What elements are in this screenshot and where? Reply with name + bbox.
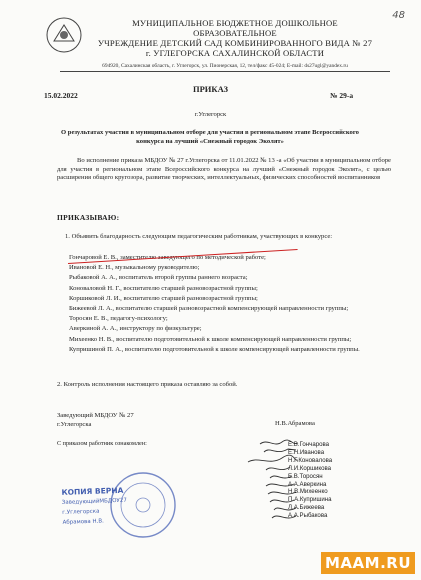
stamp-line-3: г.Углегорска [62, 508, 100, 516]
preamble-text: Во исполнение приказа МБДОУ № 27 г.Углегорска от 11.01.2022 № 13 -а «Об участии в муниципальном отборе для участия в региональном этапе Всероссийского конкурса на лучший «Снежный городок Эколят», с целью расширения общего кругозора, развитие творческих, интеллектуальных, физических способностей воспитанников [57, 157, 391, 182]
signer-name: Е.В.Гончарова [288, 441, 330, 448]
org-line-3: г. УГЛЕГОРСКА САХАЛИНСКОЙ ОБЛАСТИ [145, 48, 325, 58]
orders-heading: ПРИКАЗЫВАЮ: [57, 213, 120, 222]
signers-list [288, 441, 332, 520]
signer-name: А.А.Рыбакова [288, 512, 328, 520]
signer-name: А.А.Аверкина [288, 480, 327, 488]
header-divider [60, 71, 390, 72]
order-date: 15.02.2022 [44, 91, 78, 100]
signer-name: П.А.Купришина [288, 496, 332, 504]
head-city: г.Углегорска [57, 420, 92, 428]
head-title: Заведующий МБДОУ № 27 [57, 412, 134, 419]
signer-name: Е.В.Торосян [288, 472, 323, 480]
order-item-2: 2. Контроль исполнения настоящего приказа оставляю за собой. [57, 381, 238, 388]
signer-name: Е.Н.Иванова [288, 448, 325, 456]
site-watermark: MAAM.RU [321, 552, 415, 574]
org-line-1: МУНИЦИПАЛЬНОЕ БЮДЖЕТНОЕ ДОШКОЛЬНОЕ ОБРАЗОВАТЕЛЬНОЕ [132, 18, 338, 38]
staff-item: Аверкиной А. А., инструктору по физкультуре; [69, 325, 202, 333]
staff-item: Ивановой Е. Н., музыкальному руководителю; [69, 264, 200, 272]
order-item-1 [57, 233, 391, 242]
order-preamble [57, 157, 391, 183]
staff-item: Бижеевой Л. А., воспитателю старшей разновозрастной компенсирующей направленности группы; [69, 304, 349, 312]
head-name: Н.В.Абрамова [275, 420, 315, 427]
signer-name: Н.Г.Коновалова [288, 456, 333, 464]
staff-list [57, 254, 391, 356]
item-1-text: 1. Объявить благодарность следующим педагогическим работникам, участвующих в конкурсе: [65, 233, 333, 240]
stamp-line-1: КОПИЯ ВЕРНА [61, 485, 124, 497]
staff-item: Коноваловой Н. Г., воспитателю старшей разновозрастной группы; [69, 284, 258, 292]
order-number: № 29-а [330, 91, 354, 100]
stamp-line-2: ЗаведующийМБДОУ27 [61, 497, 127, 506]
staff-item: Коршиковой Л. И., воспитателю старшей разновозрастной группы; [69, 294, 258, 302]
kindergarten-emblem-icon [44, 15, 84, 55]
staff-item: Рыбаковой А. А., воспитатель второй группы раннего возраста; [69, 274, 248, 282]
handwritten-page-number: 48 [392, 10, 405, 21]
order-title: ПРИКАЗ [193, 84, 228, 94]
order-subject: О результатах участия в муниципальном отборе для участия в региональном этапе Всероссийского конкурса на лучший «Снежный городок Эколят» [61, 129, 359, 145]
acknowledgement-label: С приказом работник ознакомлен: [57, 440, 147, 447]
copy-certified-stamp [61, 484, 172, 528]
stamp-line-4: Абрамова Н.В. [62, 518, 104, 526]
org-line-2: УЧРЕЖДЕНИЕ ДЕТСКИЙ САД КОМБИНИРОВАННОГО ВИДА № 27 [97, 38, 373, 48]
staff-item: Купришиной П. А., воспитателю подготовительной к школе компенсирующей направленности группы. [69, 345, 360, 353]
organization-address: 694920, Сахалинская область, г. Углегорск, ул. Пионерская, 12, тел/факс 45-024; E-mail: ds27ugl@yandex.ru [102, 63, 348, 69]
staff-item: Торосян Е. В., педагогу-психологу; [69, 315, 168, 323]
signer-name: Л.И.Коршикова [288, 464, 332, 472]
signer-name: Н.В.Михеенко [288, 488, 328, 496]
staff-item: Михеенко Н. В., воспитателю подготовительной к школе компенсирующей направленности группы; [69, 335, 352, 343]
staff-item: Гончаровой Е. В., заместителю заведующего по методической работе; [69, 254, 266, 261]
signer-name: Л.А.Бижеева [288, 504, 325, 512]
head-signature-block [57, 412, 134, 429]
organization-name [90, 18, 380, 58]
order-city: г.Углегорск [194, 111, 227, 118]
